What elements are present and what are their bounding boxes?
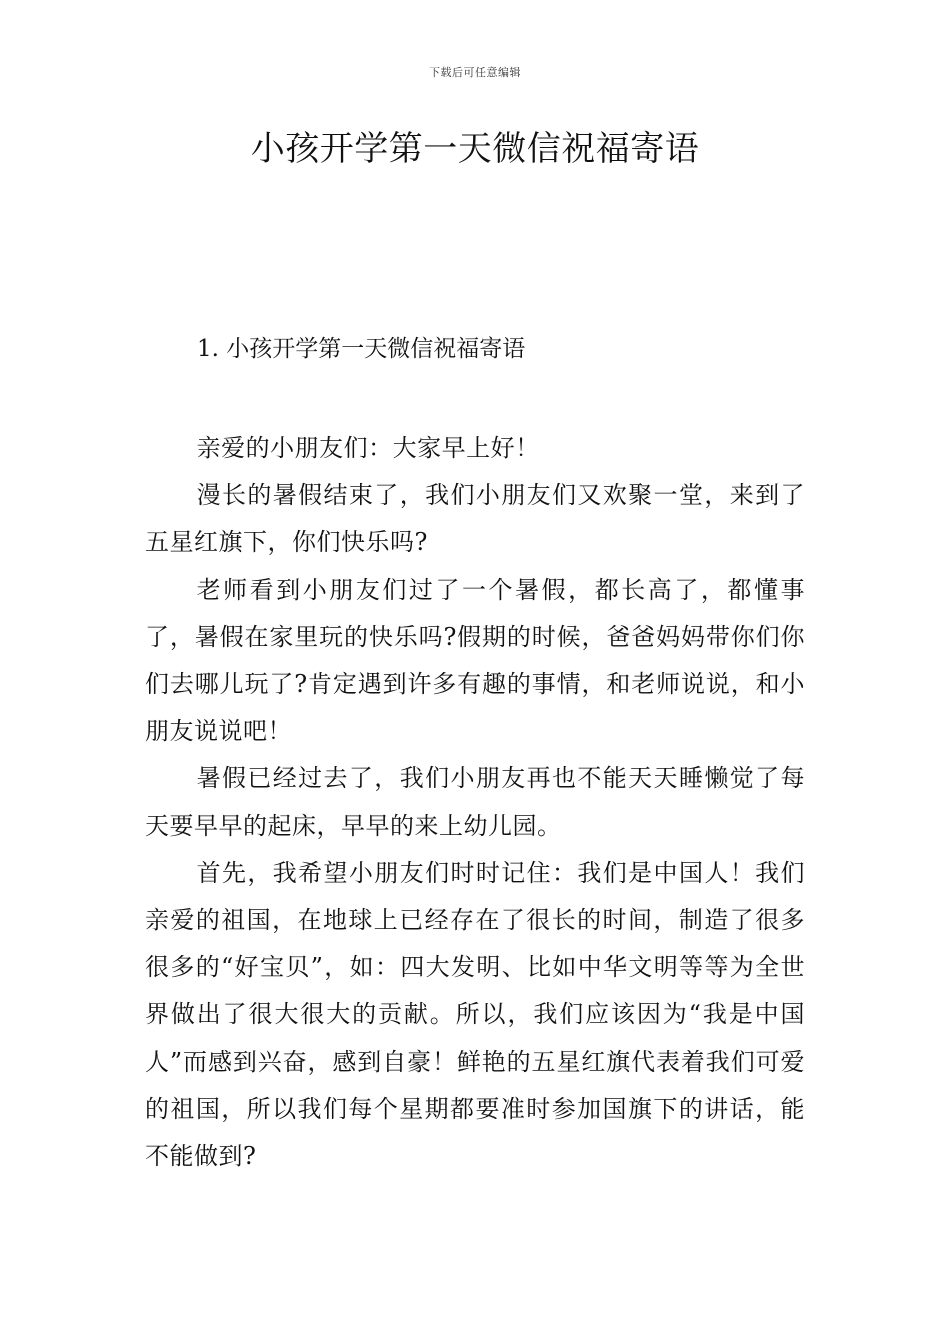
- paragraph-greeting: 亲爱的小朋友们：大家早上好！: [196, 434, 540, 462]
- paragraph: 暑假已经过去了，我们小朋友再也不能天天睡懒觉了每天要早早的起床，早早的来上幼儿园。: [145, 764, 805, 840]
- header-note: 下载后可任意编辑: [429, 66, 521, 79]
- paragraph: 老师看到小朋友们过了一个暑假，都长高了，都懂事了，暑假在家里玩的快乐吗?假期的时候，爸爸妈妈带你们你们去哪儿玩了?肯定遇到许多有趣的事情，和老师说说，和小朋友说说吧！: [145, 575, 805, 746]
- paragraph: 漫长的暑假结束了，我们小朋友们又欢聚一堂，来到了五星红旗下，你们快乐吗?: [145, 481, 805, 557]
- document-body: [145, 425, 805, 1180]
- section-heading: 1. 小孩开学第一天微信祝福寄语: [197, 336, 526, 362]
- paragraph: 首先，我希望小朋友们时时记住：我们是中国人！我们亲爱的祖国，在地球上已经存在了很长的时间，制造了很多很多的“好宝贝”，如：四大发明、比如中华文明等等为全世界做出了很大很大的贡献。所以，我们应该因为“我是中国人”而感到兴奋，感到自豪！鲜艳的五星红旗代表着我们可爱的祖国，所以我们每个星期都要准时参加国旗下的讲话，能不能做到?: [145, 858, 805, 1171]
- document-title: 小孩开学第一天微信祝福寄语: [250, 129, 700, 169]
